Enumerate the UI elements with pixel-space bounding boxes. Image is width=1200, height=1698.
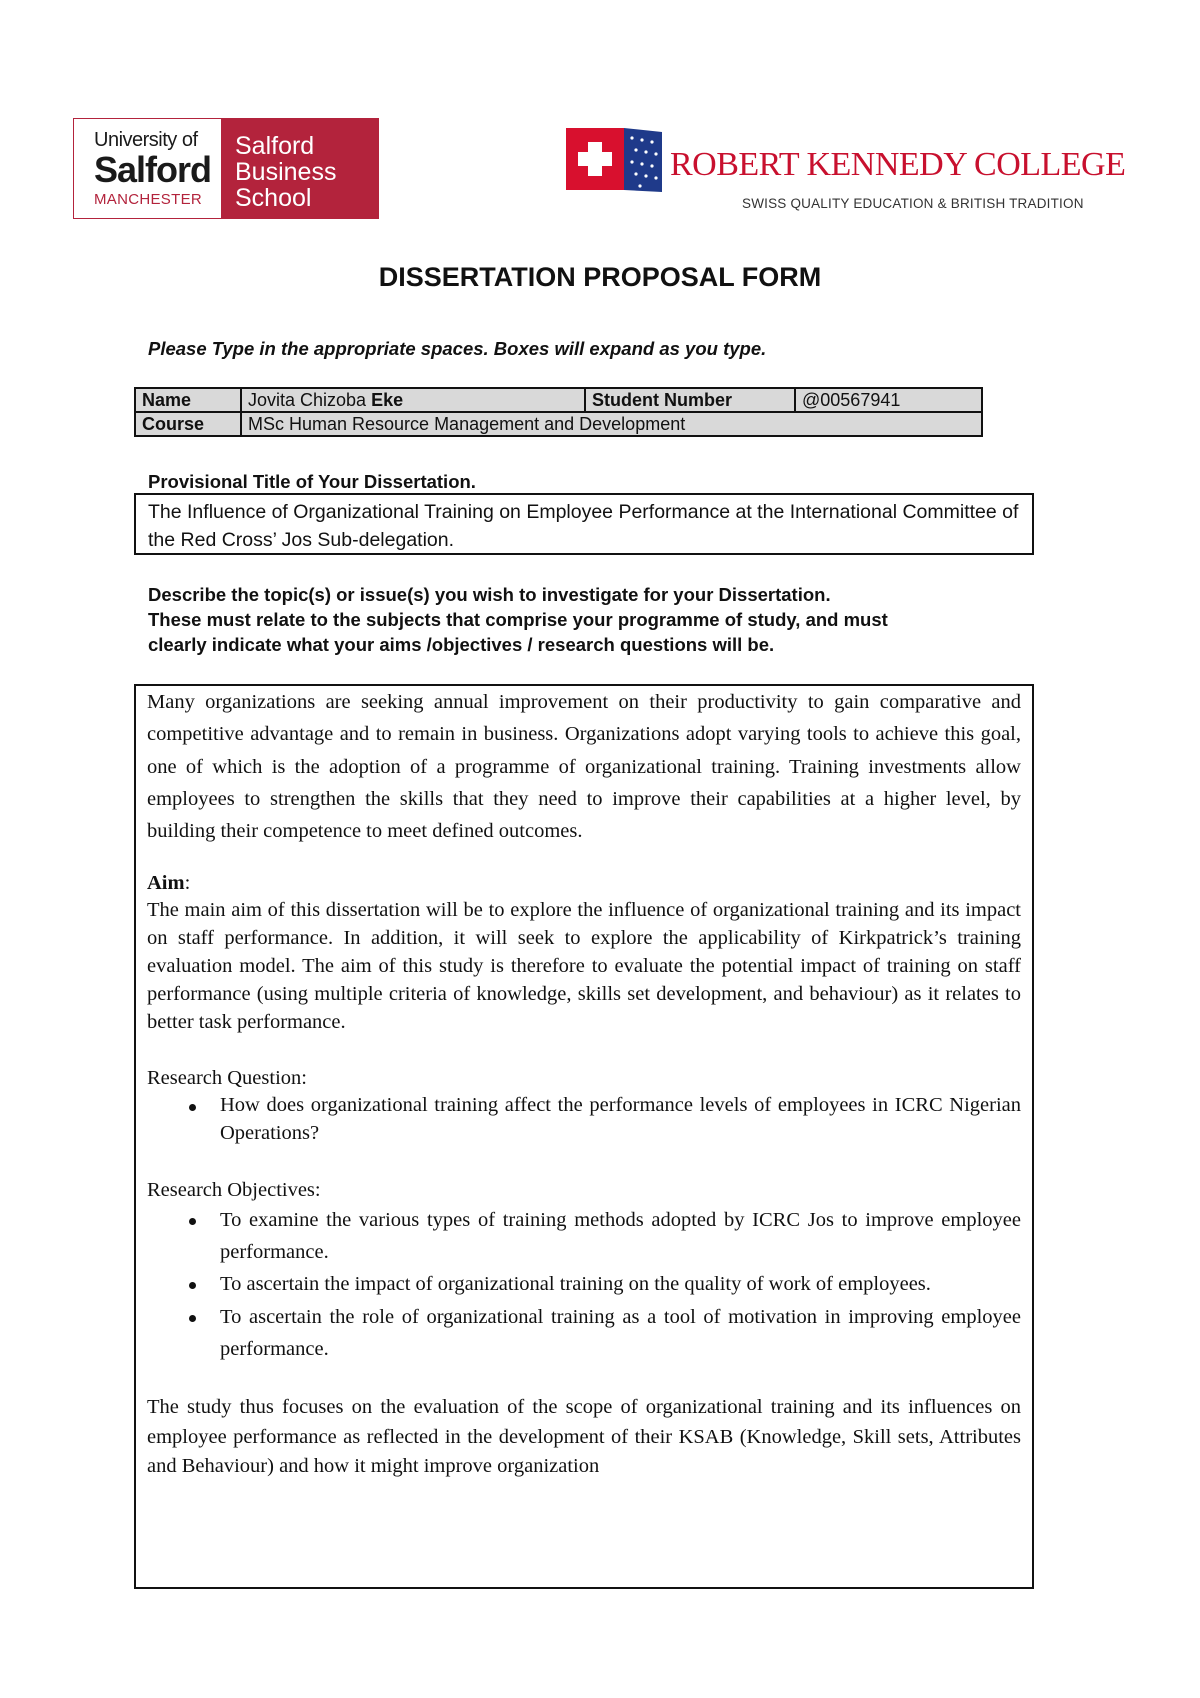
salford-logo-line1: University of — [94, 129, 198, 151]
form-instruction: Please Type in the appropriate spaces. Boxes will expand as you type. — [148, 338, 767, 359]
salford-bs-line2: Business — [235, 158, 337, 186]
research-objectives-heading: Research Objectives: — [147, 1179, 321, 1202]
closing-paragraph: The study thus focuses on the evaluation of the scope of organizational training and its influences on employee performance as reflected in the development of their KSAB (Knowledge, Skill sets, Attributes and Behaviour) and how it might improve organization — [147, 1396, 1021, 1478]
form-title: DISSERTATION PROPOSAL FORM — [378, 262, 822, 292]
list-item — [147, 1268, 1021, 1300]
swiss-british-flag-icon — [566, 128, 662, 192]
describe-line-1: Describe the topic(s) or issue(s) you wish to investigate for your Dissertation. — [148, 584, 831, 605]
name-label: Name — [135, 388, 241, 412]
provisional-title-label: Provisional Title of Your Dissertation. — [148, 471, 476, 492]
robert-kennedy-college-logo — [566, 122, 1126, 222]
aim-colon: : — [184, 872, 191, 895]
university-of-salford-mark — [74, 119, 221, 218]
bullet-icon — [189, 1218, 196, 1225]
salford-bs-line3: School — [235, 184, 312, 212]
student-number-field[interactable]: @00567941 — [795, 388, 982, 412]
student-number-label: Student Number — [585, 388, 795, 412]
describe-line-3: clearly indicate what your aims /objectives / research questions will be. — [148, 634, 775, 655]
salford-bs-line1: Salford — [235, 132, 315, 160]
list-item — [147, 1301, 1021, 1365]
aim-label: Aim — [147, 872, 185, 895]
course-field[interactable]: MSc Human Resource Management and Development — [241, 412, 982, 436]
describe-topic-label — [148, 582, 888, 657]
rkc-name: ROBERT KENNEDY COLLEGE — [670, 146, 1126, 183]
provisional-title-field[interactable]: The Influence of Organizational Training on Employee Performance at the International Committee of the Red Cross’ Jos Sub-delegation. — [134, 493, 1034, 555]
aim-heading — [147, 869, 1021, 897]
list-item — [147, 1092, 1021, 1148]
research-objectives-list — [147, 1204, 1021, 1365]
describe-line-2: These must relate to the subjects that comprise your programme of study, and must — [148, 609, 888, 630]
list-item — [147, 1204, 1021, 1268]
intro-paragraph: Many organizations are seeking annual improvement on their productivity to gain comparative and competitive advantage and to remain in business. Organizations adopt varying tools to achieve this goal, one of which is the adoption of a programme of organizational training. Training investments allow employees to strengthen the skills that they need to improve their capabilities at a higher level, by building their competence to meet defined outcomes. — [147, 691, 1021, 843]
bullet-icon — [189, 1282, 196, 1289]
salford-business-school-mark — [221, 119, 378, 218]
research-question-heading: Research Question: — [147, 1067, 307, 1090]
name-field[interactable] — [241, 388, 585, 412]
topic-description-field[interactable] — [134, 684, 1034, 1589]
name-last: Eke — [371, 390, 404, 410]
course-label: Course — [135, 412, 241, 436]
salford-logo-line3: MANCHESTER — [94, 191, 203, 208]
bullet-icon — [189, 1315, 196, 1322]
rkc-tagline: SWISS QUALITY EDUCATION & BRITISH TRADITION — [742, 196, 1084, 211]
objective-text: To ascertain the impact of organizational training on the quality of work of employees. — [220, 1273, 931, 1296]
table-row — [135, 388, 982, 412]
student-info-table — [134, 387, 983, 437]
aim-paragraph: The main aim of this dissertation will be to explore the influence of organizational training and its impact on staff performance. In addition, it will seek to explore the applicability of Kirkpatrick’s training evaluation model. The aim of this study is therefore to evaluate the potential impact of training on staff performance (using multiple criteria of knowledge, skills set development, and behaviour) as it relates to better task performance. — [147, 899, 1021, 1033]
objective-text: To examine the various types of training methods adopted by ICRC Jos to improve employee performance. — [220, 1209, 1021, 1264]
research-question-list — [147, 1092, 1021, 1148]
salford-business-school-logo — [73, 118, 379, 219]
table-row — [135, 412, 982, 436]
objective-text: To ascertain the role of organizational training as a tool of motivation in improving employee performance. — [220, 1305, 1021, 1360]
research-question-text: How does organizational training affect the performance levels of employees in ICRC Nigerian Operations? — [220, 1094, 1021, 1145]
salford-logo-line2: Salford — [94, 149, 212, 190]
bullet-icon — [189, 1104, 196, 1111]
name-first: Jovita Chizoba — [248, 390, 372, 410]
